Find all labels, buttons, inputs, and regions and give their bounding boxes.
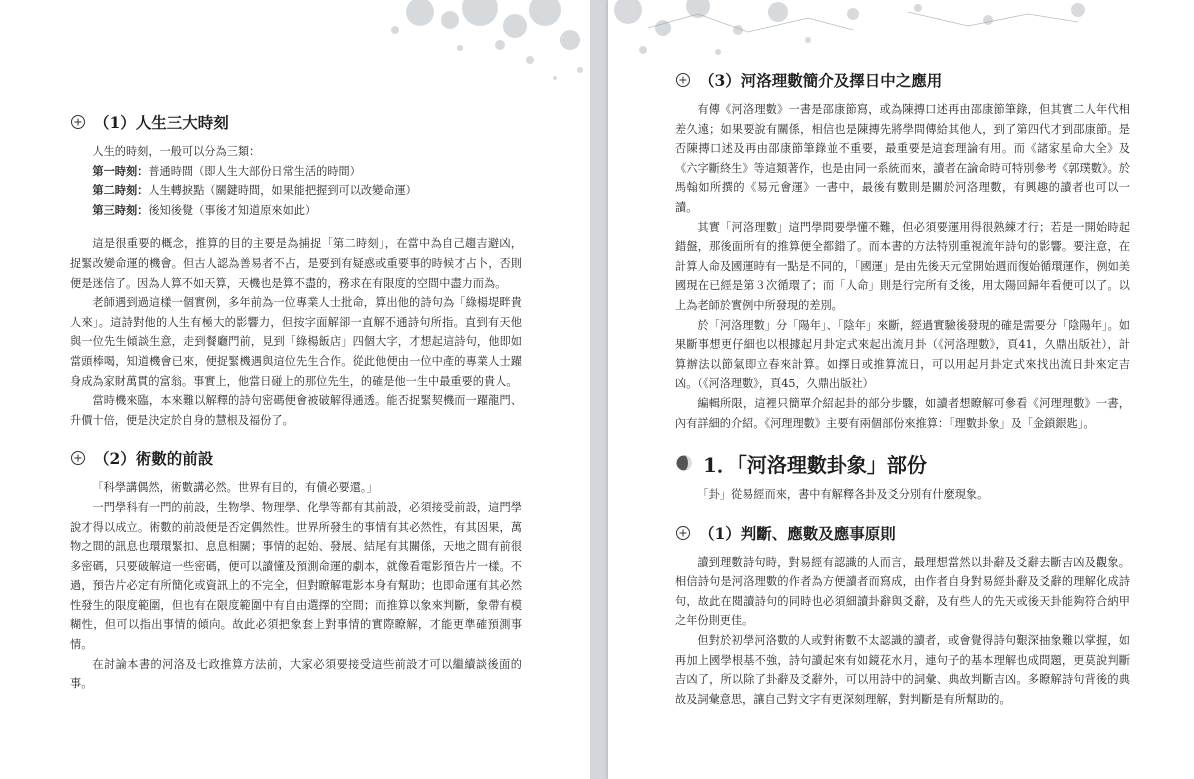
moment-item: 第二時刻：人生轉捩點（關鍵時間，如果能把握到可以改變命運） <box>92 183 417 198</box>
section-title-premise: （2）術數的前設 <box>70 444 522 472</box>
paragraph: 一門學科有一門的前設，生物學、物理學、化學等都有其前設，必須接受前設，這門學說才得以成立。術數的前設便是否定偶然性。世界所發生的事情有其必然性，有其因果，萬物之間的訊息也環環緊扣、息息相關；事情的起始、發展、結尾有其關係，天地之間有前很多密碼，只要破解這一些密碼，便可以讀懂及預測命運的劇本，就像看電影預告片一樣。不過，預告片必定有所簡化或資訊上的不完全，但對瞭解電影本身有幫助；也即命運有其必然性發生的限度範圍，但也有在限度範圍中有自由選擇的空間；而推算以象來判斷，象帶有模糊性，但可以指出事情的傾向。故此必須把象套上對事情的實際瞭解，才能更準確預測事情。 <box>70 500 522 652</box>
moment-item: 第一時刻：普通時間（即人生大部份日常生活的時間） <box>92 163 361 178</box>
paragraph: 有傳《河洛理數》一書是邵康節寫，或為陳摶口述再由邵康節筆錄，但其實二人年代相差久遠；如果要說有關係，相信也是陳摶先將學問傳給其他人，到了第四代才到邵康節。是否陳摶口述及再由邵康節筆錄並不重要，最重要是這套理論有用。而《諸家星命大全》及《六字斷終生》等這類著作，也是由同一系統而來，讀者在論命時可特別參考《郭璞數》。於馬翰如所撰的《易元會運》一書中，最後有數則是關於河洛理數，有興趣的讀者也可以一讀。 <box>675 103 1130 214</box>
paragraph: 當時機來臨，本來難以解釋的詩句密碼便會被破解得通透。能否捉緊契機而一躍龍門、升價十倍，便是決定於自身的慧根及福份了。 <box>70 394 522 427</box>
paragraph: 人生的時刻，一般可以分為三類： <box>92 145 261 158</box>
paragraph: 但對於初學河洛數的人或對術數不太認識的讀者，或會覺得詩句艱深抽象難以掌握，如再加上國學根基不強，詩句讀起來有如鏡花水月，連句子的基本理解也成問題，更莫說判斷吉凶了，所以除了卦辭及爻辭外，可以用詩中的詞彙、典故判斷吉凶。多瞭解詩句背後的典故及詞彙意思，讓自己對文字有更深刻理解，對判斷是有所幫助的。 <box>675 634 1130 706</box>
section-title-heluo-intro: （3）河洛理數簡介及擇日中之應用 <box>675 66 1130 94</box>
star-splash-decoration <box>608 0 1194 70</box>
circled-plus-icon <box>70 114 86 130</box>
left-page-content <box>70 108 522 694</box>
moment-item: 第三時刻：後知後覺（事後才知道原來如此） <box>92 202 317 217</box>
paragraph: 老師遇到過這樣一個實例，多年前為一位專業人士批命，算出他的詩句為「綠楊堤畔貴人來」。這詩對他的人生有極大的影響力，但按字面解卻一直解不通詩句所指。直到有天他與一位先生傾談生意，走到餐廳門前，見到「綠楊飯店」四個大字，才想起這詩句，他即如當頭棒喝，知道機會已來，便捉緊機遇與這位先生合作。從此他便由一位中產的專業人士躍身成為家財萬貫的富翁。事實上，他當日碰上的那位先生，的確是他一生中最重要的貴人。 <box>70 296 522 388</box>
circled-plus-icon <box>70 450 86 466</box>
paragraph: 在討論本書的河洛及七政推算方法前，大家必須要接受這些前設才可以繼續談後面的事。 <box>70 657 522 691</box>
paragraph: 於「河洛理數」分「陽年」、「陰年」來斷，經過實驗後發現的確是需要分「陰陽年」。如果斷事想更仔細也以根據起月卦定式來起出流月卦（《河洛理數》，頁41，久鼎出版社），計算辦法以節氣即立春來計算。如擇日或推算流日，可以用起月卦定式來找出流日卦來定吉凶。（《河洛理數》，頁45，久鼎出版社） <box>675 318 1130 391</box>
section-title-judgement-rules: （1）判斷、應數及應事原則 <box>675 519 1130 547</box>
paragraph: 讀到理數詩句時，對易經有認識的人而言，最理想當然以卦辭及爻辭去斷吉凶及觀象。相信詩句是河洛理數的作者為方便讀者而寫成，由作者自身對易經卦辭及爻辭的理解化成詩句，故此在閱讀詩句的同時也必須細讀卦辭與爻辭，及有些人的先天或後天卦能夠符合納甲之年份則更佳。 <box>675 555 1130 628</box>
paragraph: 其實「河洛理數」這門學問要學懂不難，但必須要運用得很熟練才行；若是一開始時起錯盤，那後面所有的推算便全都錯了。而本書的方法特別重視流年詩句的影響。要注意，在計算人命及國運時有一點是不同的，「國運」是由先後天元堂開始週而復始循環運作，例如美國現在已經是第３次循環了；而「人命」則是行完所有爻後，用太陽回歸年看便可以了。以上為老師於實例中所發現的差別。 <box>675 220 1130 312</box>
section-title-life-moments: （1）人生三大時刻 <box>70 108 522 136</box>
ink-splash-decoration <box>0 0 590 90</box>
paragraph: 「卦」從易經而來，書中有解釋各卦及爻分別有什麼現象。 <box>697 488 989 502</box>
half-moon-icon <box>675 454 693 472</box>
paragraph: 編輯所限，這裡只簡單介紹起卦的部分步驟，如讀者想瞭解可參看《河理理數》一書，內有詳細的介紹。《河理理數》主要有兩個部份來推算：「理數卦象」及「金鎖銀匙」。 <box>675 396 1130 430</box>
quote: 「科學講偶然，術數講必然。世界有目的，有債必要還。」 <box>92 481 378 495</box>
paragraph: 這是很重要的概念，推算的目的主要是為捕捉「第二時刻」，在當中為自己趨吉避凶，捉緊改變命運的機會。但古人認為善易者不占，是要到有疑惑或重要事的時候才占卜，否則便是迷信了。因為人算不如天算，天機也是算不盡的，務求在有限度的空間中盡力而為。 <box>70 237 522 290</box>
right-page-content <box>675 66 1130 709</box>
circled-plus-icon <box>675 72 691 88</box>
circled-plus-icon <box>675 525 691 541</box>
chapter-title-heluo-hexagram: 1．「河洛理數卦象」部份 <box>675 447 1130 479</box>
page-gutter <box>590 0 608 779</box>
